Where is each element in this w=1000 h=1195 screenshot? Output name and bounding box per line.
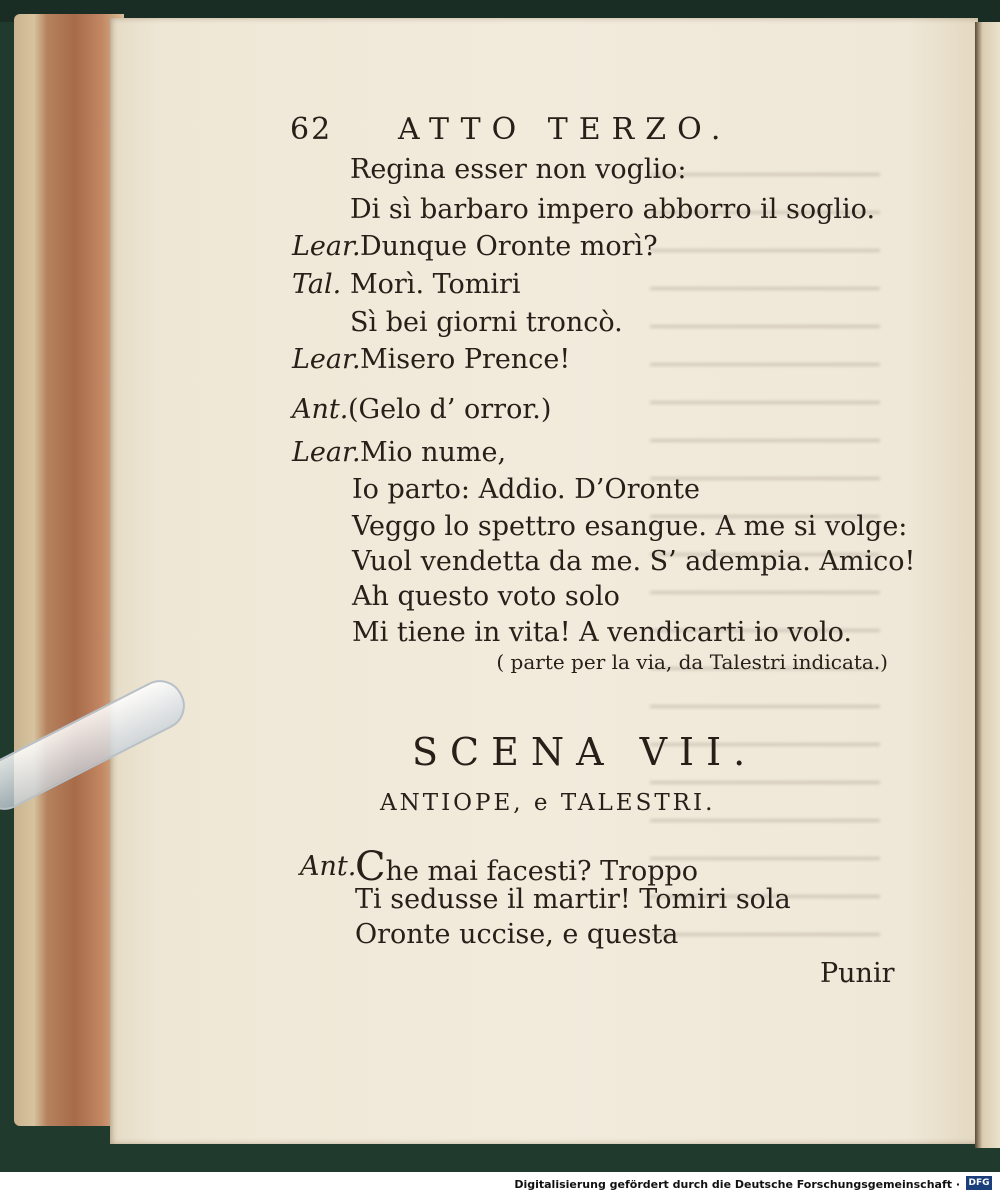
verse-line: Ti sedusse il martir! Tomiri sola: [355, 884, 791, 915]
scene-title: SCENA VII.: [412, 730, 758, 774]
verse-line: Ah questo voto solo: [352, 581, 620, 612]
speaker-label: Lear.: [292, 344, 361, 375]
stage-direction: ( parte per la via, da Talestri indicata.): [496, 650, 888, 674]
verse-line: (Gelo d’ orror.): [348, 394, 552, 425]
verse-line: Oronte uccise, e questa: [355, 919, 679, 950]
speaker-label: Ant.: [292, 394, 349, 425]
drop-cap: C: [355, 844, 386, 890]
dfg-logo: DFG: [966, 1176, 992, 1190]
speaker-label: Lear.: [292, 231, 361, 262]
verse-line: Vuol vendetta da me. S’ adempia. Amico!: [352, 546, 916, 577]
speaker-label: Lear.: [292, 437, 361, 468]
page-number: 62: [290, 112, 333, 147]
verse-line: [355, 844, 699, 890]
footer-credit: Digitalisierung gefördert durch die Deutsche Forschungsgemeinschaft ·: [514, 1178, 960, 1191]
catchword: Punir: [820, 958, 895, 989]
verse-line: Veggo lo spettro esangue. A me si volge:: [352, 511, 908, 542]
running-title: ATTO TERZO.: [398, 112, 732, 147]
verse-line: Morì. Tomiri: [350, 269, 521, 300]
verse-text: he mai facesti? Troppo: [385, 856, 699, 887]
verse-line: Io parto: Addio. D’Oronte: [352, 474, 700, 505]
scene-characters: ANTIOPE, e TALESTRI.: [380, 790, 716, 816]
verse-line: Dunque Oronte morì?: [360, 231, 658, 262]
verse-line: Mio nume,: [360, 437, 507, 468]
verse-line: Di sì barbaro impero abborro il soglio.: [350, 194, 876, 225]
verse-line: Mi tiene in vita! A vendicarti io volo.: [352, 617, 852, 648]
verse-line: Sì bei giorni troncò.: [350, 307, 623, 338]
verse-line: Regina esser non voglio:: [350, 154, 687, 185]
book-edge: [14, 14, 124, 1126]
facing-page-edge: [975, 22, 1000, 1148]
speaker-label: Ant.: [300, 851, 357, 882]
verse-line: Misero Prence!: [360, 344, 571, 375]
speaker-label: Tal.: [292, 269, 342, 300]
